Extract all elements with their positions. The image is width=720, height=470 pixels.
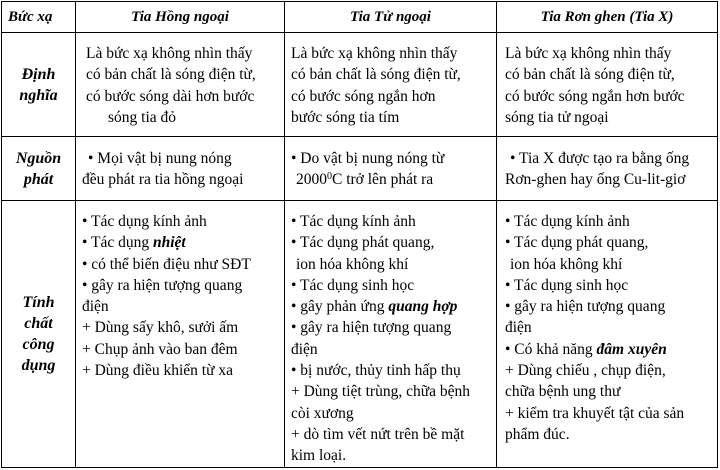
text-line: Là bức xạ không nhìn thấy	[505, 45, 672, 62]
row-label-definition	[2, 33, 76, 137]
header-row	[2, 2, 718, 33]
xray-definition	[497, 33, 718, 137]
radiation-comparison-table	[1, 1, 718, 468]
text-line: + kiểm tra khuyết tật của sản	[505, 404, 685, 422]
xray-source	[497, 137, 718, 201]
properties-row	[2, 201, 718, 468]
header-xray: Tia Rơn ghen (Tia X)	[497, 2, 718, 33]
emphasis-text: quang hợp	[388, 298, 458, 316]
text-line: + Dùng sấy khô, sưởi ấm	[82, 319, 239, 337]
header-radiation: Bức xạ	[2, 2, 76, 33]
text-line: Rơn-ghen hay ống Cu-lit-giơ	[505, 171, 686, 189]
text-line: có bản chất là sóng điện từ,	[505, 66, 675, 84]
degree-superscript: 0	[327, 171, 332, 183]
temperature-value: 2000	[296, 171, 327, 189]
text-line: ion hóa không khí	[510, 255, 623, 273]
text-line: sóng tia đỏ	[108, 108, 177, 126]
text-line: + Dùng điều khiển từ xa	[82, 362, 234, 380]
text-line: còi xương	[291, 404, 354, 422]
label-line: công	[22, 335, 55, 353]
text-line: có bản chất là sóng điện từ,	[86, 66, 256, 84]
label-line: Nguồn	[15, 149, 62, 167]
emphasis-text: nhiệt	[153, 234, 186, 252]
header-infrared: Tia Hồng ngoại	[76, 2, 285, 33]
text-line	[291, 296, 490, 317]
infrared-definition	[76, 33, 285, 137]
infrared-properties	[76, 201, 285, 468]
text-line: sóng tia tử ngoại	[505, 108, 609, 126]
text-line: + Dùng chiếu , chụp điện,	[505, 362, 666, 380]
label-line: Định	[21, 65, 56, 83]
text-line: • Tác dụng sinh học	[505, 276, 629, 294]
text-line: có bản chất là sóng điện từ,	[291, 66, 461, 84]
text-line: Là bức xạ không nhìn thấy	[86, 45, 253, 62]
text-line: + dò tìm vết nứt trên bề mặt	[291, 425, 465, 443]
text-line: • Tác dụng kính ảnh	[82, 213, 207, 230]
infrared-source	[76, 137, 285, 201]
source-row	[2, 137, 718, 201]
emphasis-text: đâm xuyên	[596, 340, 667, 358]
text-span: C trở lên phát ra	[332, 171, 434, 189]
text-line: điện	[291, 340, 318, 358]
text-line: có bước sóng ngắn hơn	[291, 87, 436, 105]
text-line: • Tác dụng phát quang,	[291, 234, 435, 252]
text-line: • gây ra hiện tượng quang	[291, 319, 452, 337]
text-line: kim loại.	[291, 447, 347, 465]
xray-properties	[497, 201, 718, 468]
text-line: • Do vật bị nung nóng từ	[291, 150, 445, 167]
text-line: + Chụp ảnh vào ban đêm	[82, 340, 238, 358]
ultraviolet-source	[285, 137, 497, 201]
text-line: điện	[82, 298, 109, 316]
row-label-properties	[2, 201, 76, 468]
text-line: + Dùng tiệt trùng, chữa bệnh	[291, 383, 470, 401]
text-line	[291, 169, 490, 190]
text-line: có bước sóng ngắn hơn bước	[505, 87, 685, 105]
text-line: phẩm đúc.	[505, 425, 570, 443]
text-line: • Mọi vật bị nung nóng	[88, 150, 232, 167]
definition-row	[2, 33, 718, 137]
text-line: • gây ra hiện tượng quang	[505, 298, 666, 316]
text-line: • Tia X được tạo ra bằng ống	[510, 150, 690, 167]
text-span: • Tác dụng	[82, 234, 153, 252]
text-line	[82, 232, 278, 253]
ultraviolet-properties	[285, 201, 497, 468]
text-line: • Tác dụng sinh học	[291, 276, 415, 294]
label-line: dụng	[21, 356, 56, 374]
row-label-source	[2, 137, 76, 201]
text-line: • gây ra hiện tượng quang	[82, 276, 243, 294]
text-line: • Tác dụng kính ảnh	[505, 213, 630, 230]
text-line: ion hóa không khí	[296, 255, 409, 273]
text-line: điện	[505, 319, 532, 337]
text-line: đều phát ra tia hồng ngoại	[82, 171, 244, 189]
text-line: • có thể biến điệu như SĐT	[82, 255, 251, 273]
text-line: • Tác dụng phát quang,	[505, 234, 649, 252]
text-span: • gây phản ứng	[291, 298, 389, 316]
label-line: chất	[24, 314, 53, 332]
ultraviolet-definition	[285, 33, 497, 137]
header-ultraviolet: Tia Tử ngoại	[285, 2, 497, 33]
text-line: bước sóng tia tím	[291, 108, 400, 126]
text-line: có bước sóng dài hơn bước	[86, 87, 255, 105]
text-line	[505, 339, 711, 360]
label-line: phát	[23, 170, 54, 188]
text-line: Là bức xạ không nhìn thấy	[291, 45, 458, 62]
label-line: nghĩa	[19, 86, 58, 104]
text-line: chữa bệnh ung thư	[505, 383, 621, 401]
text-span: • Có khả năng	[505, 340, 597, 358]
label-line: Tính	[22, 293, 55, 311]
text-line: • Tác dụng kính ảnh	[291, 213, 416, 230]
text-line: • bị nước, thủy tinh hấp thụ	[291, 362, 461, 380]
